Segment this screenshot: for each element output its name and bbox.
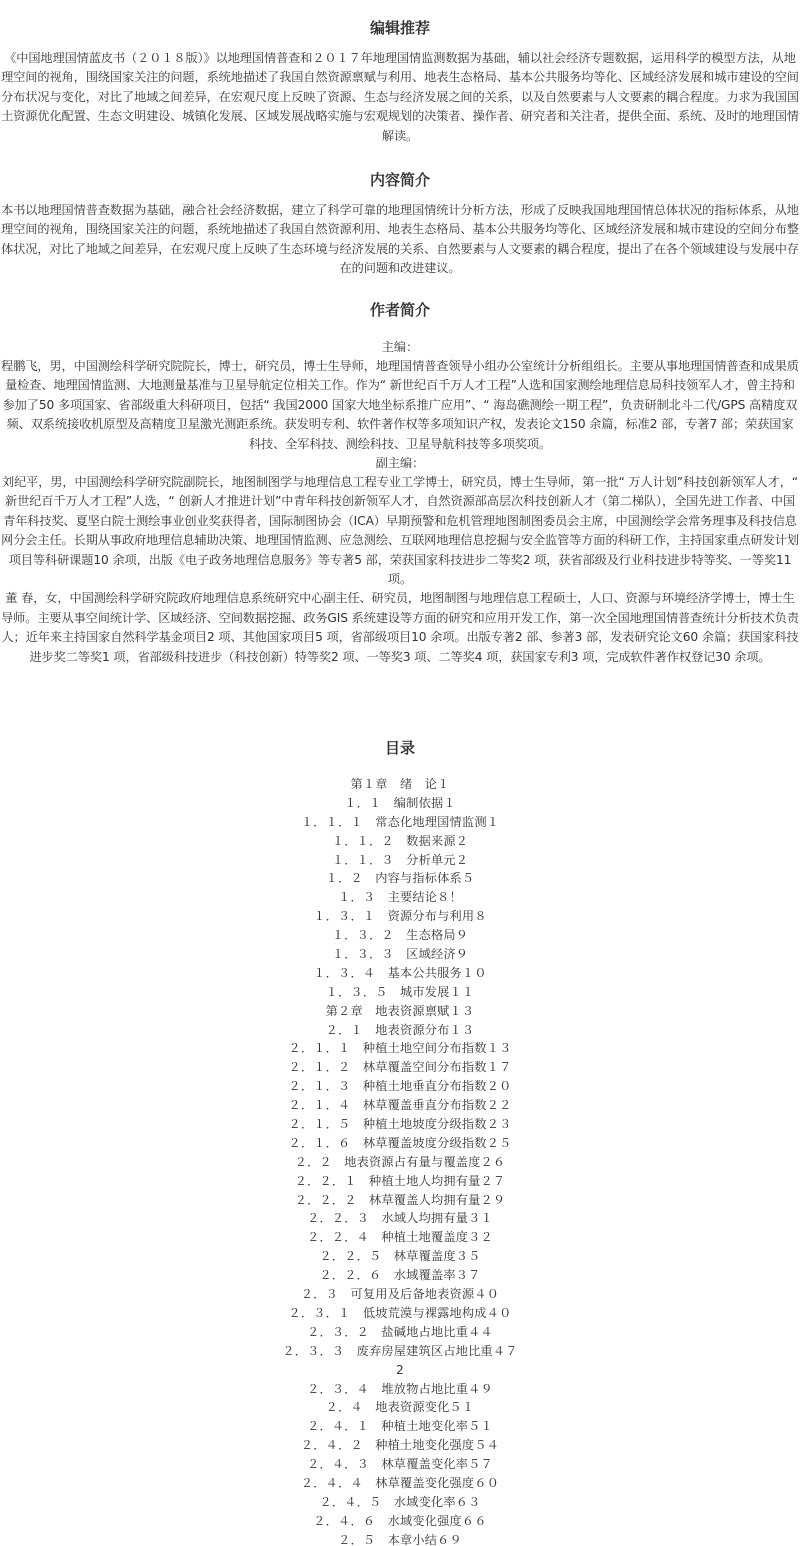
toc-item[interactable]: ２．４．３ 林草覆盖变化率５７	[307, 1457, 493, 1472]
content-intro-title: 内容简介	[369, 171, 430, 189]
toc-title: 目录	[384, 739, 415, 757]
toc-item[interactable]: ２．４．４ 林草覆盖变化强度６０	[300, 1475, 500, 1490]
toc-item[interactable]: １．２ 内容与指标体系５	[325, 871, 475, 886]
toc-item[interactable]: ２．３．２ 盐碱地占地比重４４	[307, 1324, 493, 1339]
deputy-editor-bio-1: 刘纪平，男，中国测绘科学研究院副院长，地图制图学与地理信息工程专业工学博士，研究员，博士生导师，第一批“ 万人计划”科技创新领军人才，“ 新世纪百千万人才工程”人选，“ 创新人才推进计划”中青年科技创新领军人才，自然资源部高层次科技创新人才（第二梯队），全国先进工作者、中国青年科技奖、夏坚白院士测绘事业创业奖获得者，国际制图协会（ICA）早期预警和危机管理地图制图委员会主席，中国测绘学会常务理事及科技信息网分会主任。长期从事政府地理信息辅助决策、地理国情监测、应急测绘、互联网地理信息挖掘与安全监管等方面的科研工作，主持国家重点研发计划项目等科研课题10 余项，出版《电子政务地理信息服务》等专著5 部，荣获国家科技进步二等奖2 项，获省部级及行业科技进步特等奖、一等奖11 项。	[1, 475, 799, 587]
toc-item[interactable]: ２．２．３ 水域人均拥有量３１	[307, 1211, 493, 1226]
toc-item[interactable]: ２．１．６ 林草覆盖坡度分级指数２５	[288, 1135, 512, 1150]
toc-item[interactable]: １．１．１ 常态化地理国情监测１	[300, 814, 500, 829]
toc-item[interactable]: ２．４．６ 水域变化强度６６	[313, 1513, 487, 1528]
toc-item[interactable]: １．３．３ 区域经济９	[331, 947, 469, 962]
toc-item[interactable]: ２．１．３ 种植土地垂直分布指数２０	[288, 1079, 512, 1094]
toc-item[interactable]: ２．３．１ 低坡荒漠与裸露地构成４０	[288, 1305, 512, 1320]
toc-item[interactable]: ２．４．２ 种植土地变化强度５４	[300, 1438, 500, 1453]
deputy-editor-bio-2: 董 春，女，中国测绘科学研究院政府地理信息系统研究中心副主任、研究员，地图制图与地理信息工程硕士，人口、资源与环境经济学博士，博士生导师。主要从事空间统计学、区域经济、空间数据挖掘、政务GIS 系统建设等方面的研究和应用开发工作，第一次全国地理国情普查统计分析技术负责人；近年来主持国家自然科学基金项目2 项、其他国家项目5 项，省部级项目10 余项。出版专著2 部、参著3 部，发表研究论文60 余篇；获国家科技进步奖二等奖1 项，省部级科技进步（科技创新）特等奖2 项、一等奖3 项、二等奖4 项，获国家专利3 项，完成软件著作权登记30 余项。	[1, 591, 799, 664]
toc-page-number: 2	[396, 1362, 404, 1377]
author-intro-section	[0, 298, 800, 667]
toc-item[interactable]: ２．２．２ 林草覆盖人均拥有量２９	[294, 1192, 506, 1207]
content-intro-section	[0, 168, 800, 279]
toc-item[interactable]: 第１章 绪 论１	[350, 777, 450, 791]
toc-item[interactable]: ２．２．５ 林草覆盖度３５	[319, 1249, 481, 1264]
toc-item[interactable]: １．３．１ 资源分布与利用８	[313, 909, 487, 924]
toc-item[interactable]: ２．４ 地表资源变化５１	[325, 1400, 475, 1415]
toc-item[interactable]: １．３ 主要结论８！	[338, 890, 462, 905]
toc-item[interactable]: １．１ 编制依据１	[344, 795, 456, 810]
toc-item[interactable]: ２．１．１ 种植土地空间分布指数１３	[288, 1041, 512, 1056]
toc-item[interactable]: ２．１ 地表资源分布１３	[325, 1022, 475, 1037]
chief-editor-label: 主编：	[381, 340, 419, 354]
toc-item[interactable]: ２．４．１ 种植土地变化率５１	[307, 1419, 493, 1434]
toc-item[interactable]: １．３．５ 城市发展１１	[325, 984, 475, 999]
toc-item[interactable]: ２．１．５ 种植土地坡度分级指数２３	[288, 1117, 512, 1132]
toc-item[interactable]: ２．１．２ 林草覆盖空间分布指数１７	[288, 1060, 512, 1075]
toc-item[interactable]: ２．２．６ 水域覆盖率３７	[319, 1268, 481, 1283]
toc-item[interactable]: ２．２．４ 种植土地覆盖度３２	[307, 1230, 493, 1245]
toc-list	[0, 775, 800, 1546]
toc-item[interactable]: ２．５ 本章小结６９	[338, 1532, 462, 1546]
editor-recommend-section	[0, 16, 800, 146]
toc-item[interactable]: １．１．３ 分析单元２	[331, 852, 469, 867]
toc-section	[0, 736, 800, 1546]
toc-item[interactable]: １．１．２ 数据来源２	[331, 833, 469, 848]
toc-item[interactable]: ２．３ 可复用及后备地表资源４０	[300, 1287, 500, 1302]
toc-item[interactable]: ２．３．３ 废弃房屋建筑区占地比重４７	[282, 1343, 518, 1358]
toc-item[interactable]: ２．１．４ 林草覆盖垂直分布指数２２	[288, 1098, 512, 1113]
editor-recommend-title: 编辑推荐	[369, 19, 430, 37]
toc-item[interactable]: １．３．２ 生态格局９	[331, 928, 469, 943]
toc-item[interactable]: ２．３．４ 堆放物占地比重４９	[307, 1381, 493, 1396]
toc-item[interactable]: 第２章 地表资源禀赋１３	[325, 1003, 475, 1018]
chief-editor-bio: 程鹏飞，男，中国测绘科学研究院院长，博士，研究员，博士生导师，地理国情普查领导小组办公室统计分析组组长。主要从事地理国情普查和成果质量检查、地理国情监测、大地测量基准与卫星导航定位相关工作。作为“ 新世纪百千万人才工程”人选和国家测绘地理信息局科技领军人才，曾主持和参加了50 多项国家、省部级重大科研项目，包括“ 我国2000 国家大地坐标系推广应用”、“ 海岛礁测绘一期工程”，负责研制北斗二代/GPS 高精度双频、双系统接收机原型及高精度卫星激光测距系统。获发明专利、软件著作权等多项知识产权，发表论文150 余篇，标准2 部，专著7 部；荣获国家科技、全军科技、测绘科技、卫星导航科技等多项奖项。	[1, 359, 799, 451]
toc-item[interactable]: １．３．４ 基本公共服务１０	[313, 965, 487, 980]
toc-item[interactable]: ２．２ 地表资源占有量与覆盖度２６	[294, 1154, 506, 1169]
toc-item[interactable]: ２．２．１ 种植土地人均拥有量２７	[294, 1173, 506, 1188]
deputy-editor-label: 副主编：	[375, 456, 425, 471]
toc-item[interactable]: ２．４．５ 水域变化率６３	[319, 1494, 481, 1509]
editor-recommend-text: 《中国地理国情蓝皮书（２０１８版）》以地理国情普查和２０１７年地理国情监测数据为基础，辅以社会经济专题数据，运用科学的模型方法，从地理空间的视角，围绕国家关注的问题，系统地描述了我国自然资源禀赋与利用、地表生态格局、基本公共服务均等化、区域经济发展和城市建设的空间分布状况与变化，对比了地域之间差异，在宏观尺度上反映了资源、生态与经济发展之间的关系，以及自然要素与人文要素的耦合程度。力求为我国国土资源优化配置、生态文明建设、城镇化发展、区域发展战略实施与宏观规划的决策者、操作者、研究者和关注者，提供全面、系统、及时的地理国情解读。	[1, 51, 799, 143]
author-intro-title: 作者简介	[369, 301, 430, 319]
content-intro-text: 本书以地理国情普查数据为基础，融合社会经济数据，建立了科学可靠的地理国情统计分析方法，形成了反映我国地理国情总体状况的指标体系，从地理空间的视角，围绕国家关注的问题，系统地描述了我国自然资源利用、地表生态格局、基本公共服务均等化、区域经济发展和城市建设的空间分布整体状况，对比了地域之间差异，在宏观尺度上反映了生态环境与经济发展的关系、自然要素与人文要素的耦合程度，提出了在各个领域建设与发展中存在的问题和改进建议。	[1, 203, 799, 276]
